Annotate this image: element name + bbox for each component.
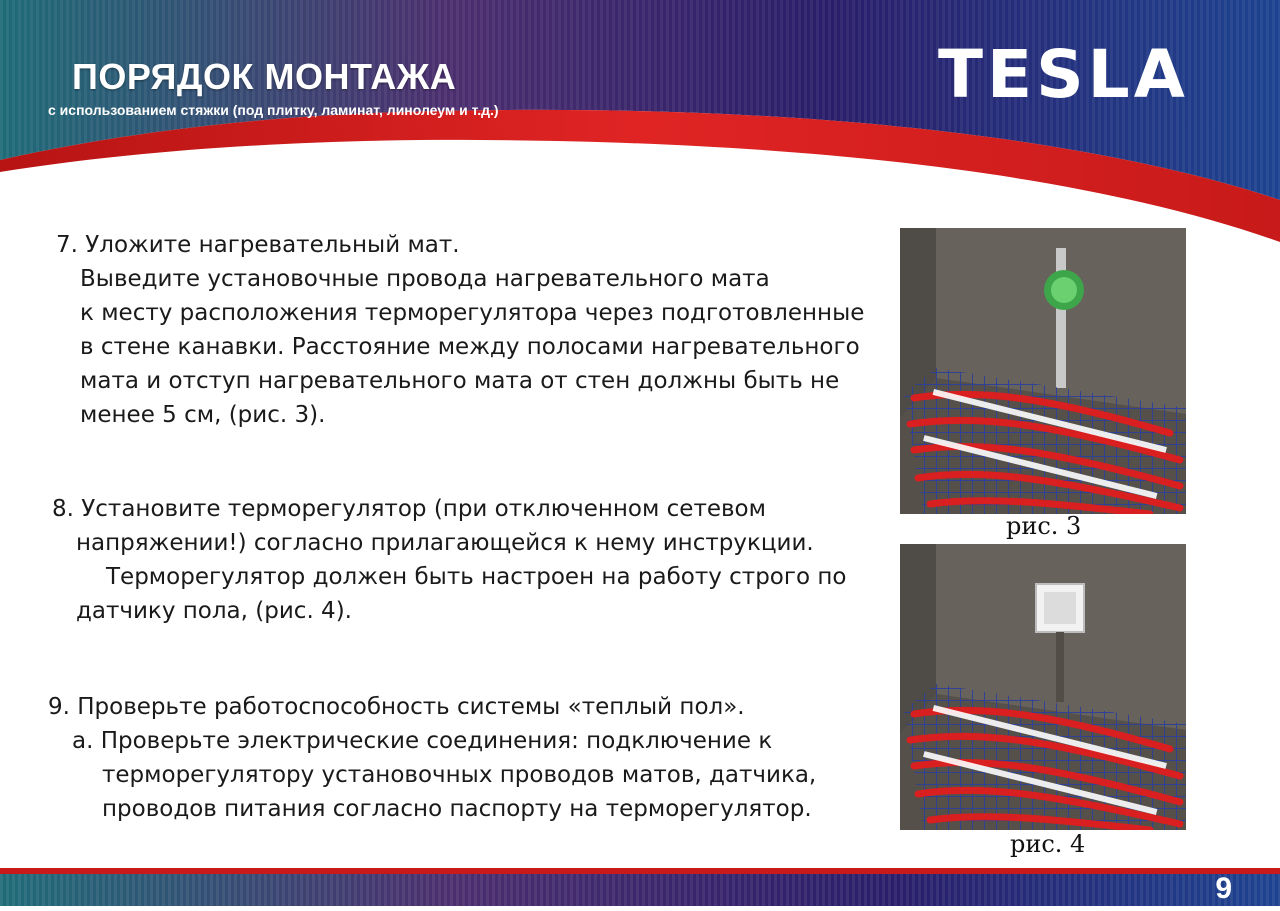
step-7-heading: 7. Уложите нагревательный мат. bbox=[56, 232, 460, 258]
step-8 bbox=[52, 492, 846, 628]
figure-3-caption: рис. 3 bbox=[1006, 512, 1082, 540]
page-title: ПОРЯДОК МОНТАЖА bbox=[72, 56, 457, 97]
step-9-subitem-a: а. Проверьте электрические соединения: подключение к bbox=[72, 728, 773, 754]
step-8-line: напряжении!) согласно прилагающейся к нему инструкции. bbox=[76, 530, 814, 556]
step-9-line: проводов питания согласно паспорту на терморегулятор. bbox=[102, 796, 812, 822]
step-7-line: в стене канавки. Расстояние между полосами нагревательного bbox=[80, 334, 860, 360]
step-7-line: Выведите установочные провода нагревательного мата bbox=[80, 266, 770, 292]
page-subtitle: с использованием стяжки (под плитку, ламинат, линолеум и т.д.) bbox=[48, 102, 499, 118]
footer-band bbox=[0, 868, 1280, 906]
step-9 bbox=[48, 690, 816, 826]
step-8-line: Терморегулятор должен быть настроен на работу строго по bbox=[106, 564, 847, 590]
step-7-line: к месту расположения терморегулятора через подготовленные bbox=[80, 300, 865, 326]
page-number: 9 bbox=[1215, 872, 1232, 905]
figure-3-image bbox=[900, 228, 1186, 514]
figure-4-caption: рис. 4 bbox=[1010, 830, 1086, 858]
step-9-heading: 9. Проверьте работоспособность системы «теплый пол». bbox=[48, 694, 745, 720]
brand-logo: TESLA bbox=[938, 36, 1189, 113]
step-8-line: датчику пола, (рис. 4). bbox=[76, 598, 352, 624]
step-9-line: терморегулятору установочных проводов матов, датчика, bbox=[102, 762, 817, 788]
step-7-line: мата и отступ нагревательного мата от стен должны быть не bbox=[80, 368, 840, 394]
step-7 bbox=[56, 228, 864, 432]
step-7-line: менее 5 см, (рис. 3). bbox=[80, 402, 326, 428]
figure-4-image bbox=[900, 544, 1186, 830]
step-8-heading: 8. Установите терморегулятор (при отключенном сетевом bbox=[52, 496, 766, 522]
header-banner bbox=[0, 0, 1280, 250]
